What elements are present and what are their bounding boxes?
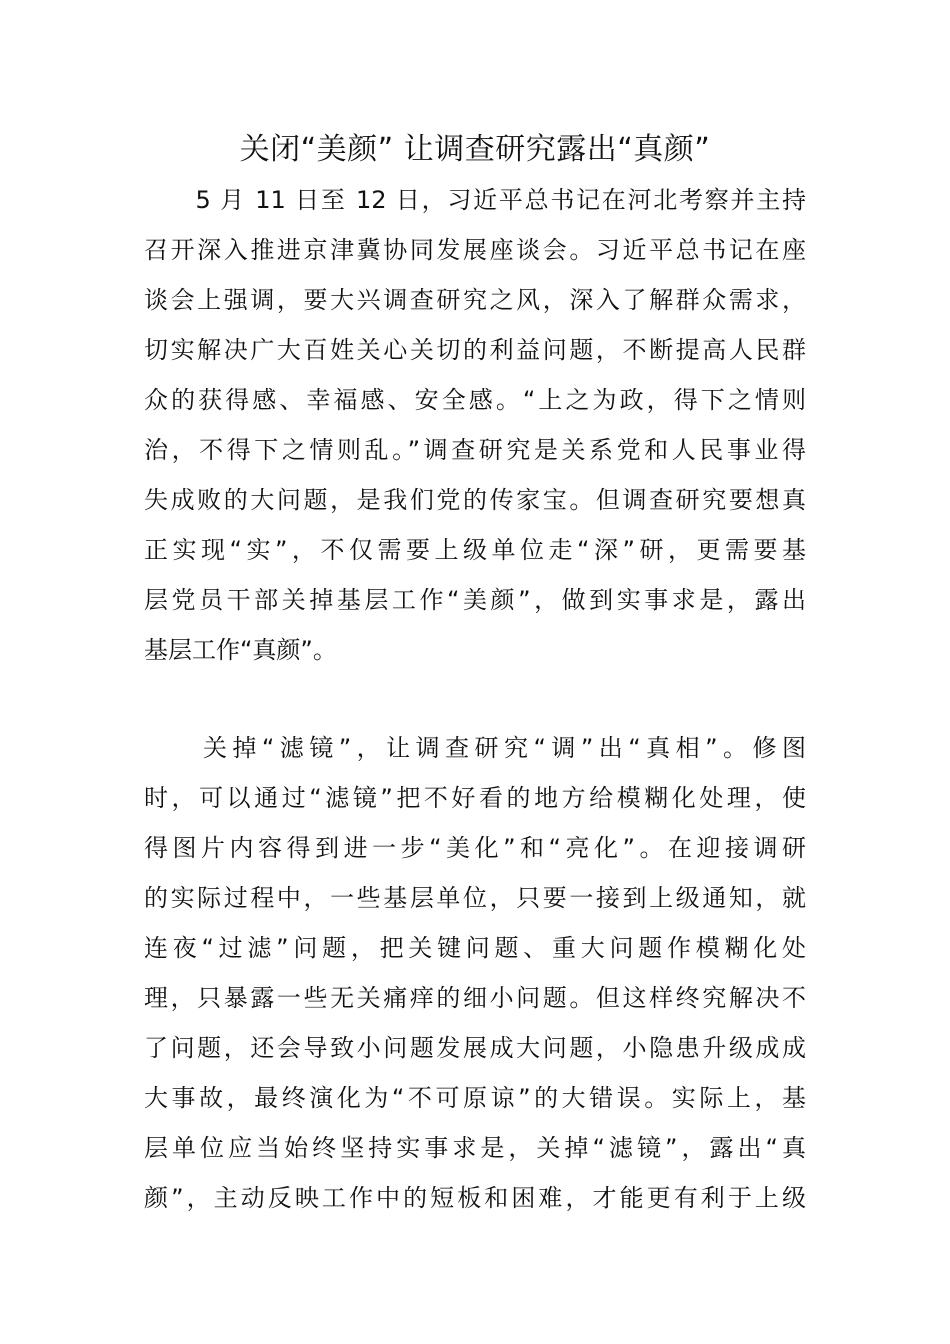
paragraph-line: 的实际过程中，一些基层单位，只要一接到上级通知，就 — [144, 884, 806, 912]
paragraph-line: 颜”，主动反映工作中的短板和困难，才能更有利于上级 — [144, 1184, 806, 1212]
paragraph-line: 层单位应当始终坚持实事求是，关掉“滤镜”，露出“真 — [144, 1134, 806, 1162]
paragraph-line: 众的获得感、幸福感、安全感。“上之为政，得下之情则 — [144, 386, 806, 414]
paragraph-line: 理，只暴露一些无关痛痒的细小问题。但这样终究解决不 — [144, 984, 806, 1012]
paragraph-line: 治，不得下之情则乱。”调查研究是关系党和人民事业得 — [144, 436, 806, 464]
paragraph-line: 基层工作“真颜”。 — [144, 636, 337, 664]
document-title: 关闭“美颜” 让调查研究露出“真颜” — [239, 132, 711, 167]
paragraph-line: 时，可以通过“滤镜”把不好看的地方给模糊化处理，使 — [144, 784, 806, 812]
paragraph-line: 得图片内容得到进一步“美化”和“亮化”。在迎接调研 — [144, 834, 806, 862]
paragraph-2 — [144, 723, 806, 1223]
paragraph-line: 失成败的大问题，是我们党的传家宝。但调查研究要想真 — [144, 486, 806, 514]
paragraph-line: 大事故，最终演化为“不可原谅”的大错误。实际上，基 — [144, 1084, 806, 1112]
paragraph-1 — [144, 175, 806, 675]
paragraph-line: 了问题，还会导致小问题发展成大问题，小隐患升级成成 — [144, 1034, 806, 1062]
paragraph-line: 召开深入推进京津冀协同发展座谈会。习近平总书记在座 — [144, 236, 806, 264]
paragraph-line: 层党员干部关掉基层工作“美颜”，做到实事求是，露出 — [144, 586, 806, 614]
paragraph-line: 连夜“过滤”问题，把关键问题、重大问题作模糊化处 — [144, 934, 806, 962]
paragraph-line: 切实解决广大百姓关心关切的利益问题，不断提高人民群 — [144, 336, 806, 364]
paragraph-line: 关掉“滤镜”，让调查研究“调”出“真相”。修图 — [144, 734, 806, 762]
paragraph-line: 正实现“实”，不仅需要上级单位走“深”研，更需要基 — [144, 536, 806, 564]
paragraph-line: 5 月 11 日至 12 日，习近平总书记在河北考察并主持 — [144, 186, 806, 214]
paragraph-line: 谈会上强调，要大兴调查研究之风，深入了解群众需求， — [144, 286, 806, 314]
